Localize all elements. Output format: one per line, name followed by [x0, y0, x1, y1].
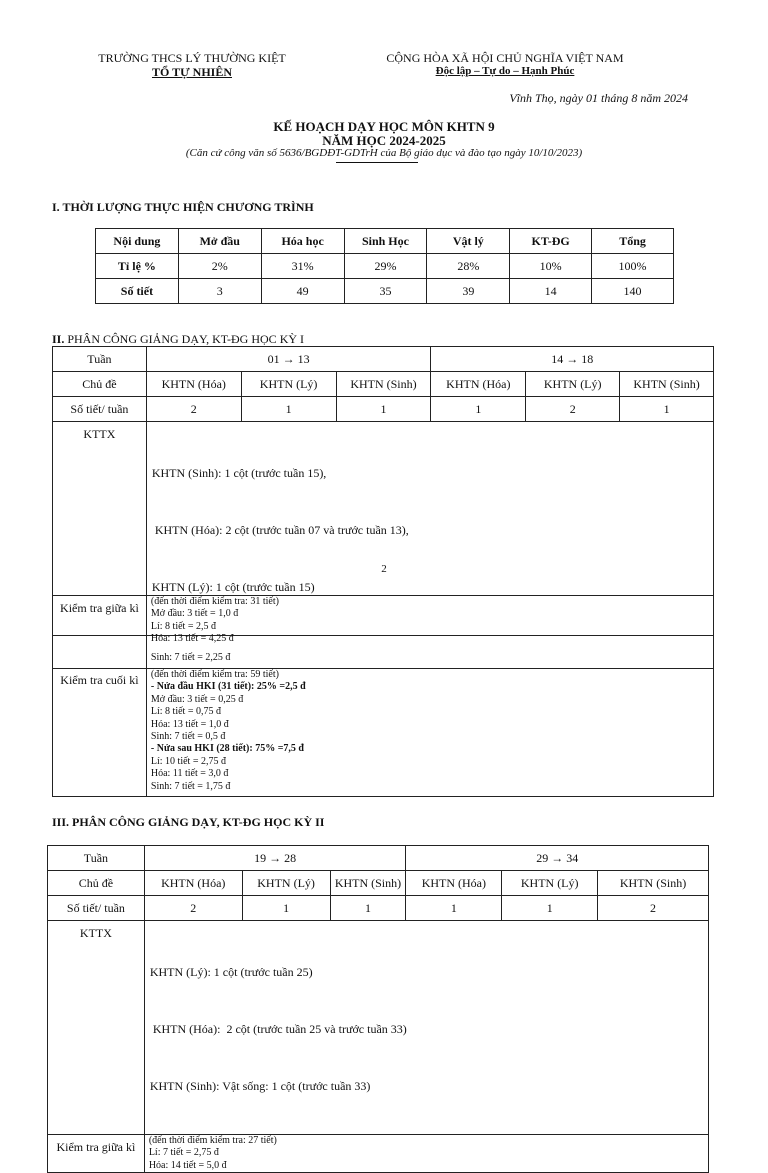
table-cell: 39 [427, 279, 510, 304]
title-underline [336, 162, 418, 163]
test-line: Lí: 8 tiết = 0,75 đ [150, 706, 221, 718]
test-line: (đến thời điểm kiểm tra: 59 tiết) [150, 669, 279, 680]
table-cell: 2 [144, 896, 242, 921]
page-number: 2 [381, 563, 387, 575]
table-cell: 1 [502, 896, 598, 921]
kttx-cell [144, 921, 708, 1135]
table-row [53, 596, 714, 669]
row-label: Số tiết/ tuần [48, 896, 145, 921]
table-row [48, 871, 709, 896]
kttx-line: KHTN (Lý): 1 cột (trước tuần 25) [149, 965, 313, 979]
section2-heading [52, 332, 304, 347]
table-cell: 49 [261, 279, 344, 304]
cuoiki-cell [146, 669, 713, 797]
table-cell: 35 [344, 279, 427, 304]
row-label: KTTX [53, 422, 147, 636]
test-line: Mở đầu: 3 tiết = 0,25 đ [150, 693, 244, 705]
table-row [53, 397, 714, 422]
kttx-line: KHTN (Sinh): 1 cột (trước tuần 15), [151, 466, 327, 480]
test-line: Sinh: 7 tiết = 1,75 đ [150, 780, 231, 792]
school-year: NĂM HỌC 2024-2025 [322, 133, 446, 148]
table-row [48, 1135, 709, 1173]
table-cell: KHTN (Sinh) [598, 871, 709, 896]
row-label: Số tiết [96, 279, 179, 304]
table-row [48, 896, 709, 921]
table-cell: 1 [406, 896, 502, 921]
test-line: (đến thời điểm kiểm tra: 31 tiết) [150, 596, 279, 607]
table-cell: 1 [620, 397, 714, 422]
section2-table [52, 346, 714, 636]
row-label: Kiểm tra giữa kì [53, 596, 147, 669]
table-cell: 1 [241, 397, 336, 422]
week-range: 14 → 18 [431, 347, 714, 372]
section3-heading: III. PHÂN CÔNG GIẢNG DẠY, KT-ĐG HỌC KỲ II [52, 815, 325, 829]
table-cell: KHTN (Lý) [241, 372, 336, 397]
week-range: 29 → 34 [406, 846, 709, 871]
giuaki-cell [146, 596, 713, 669]
table-cell: KHTN (Hóa) [146, 372, 241, 397]
test-line: Sinh: 7 tiết = 0,5 đ [150, 731, 226, 743]
row-label: Tuần [48, 846, 145, 871]
table-cell: KHTN (Sinh) [620, 372, 714, 397]
legal-basis: (Căn cứ công văn số 5636/BGDĐT-GDTrH của Bộ giáo dục và đào tạo ngày 10/10/2023) [185, 147, 583, 159]
table-cell: 2 [526, 397, 620, 422]
table-row [53, 372, 714, 397]
test-line: - Nửa sau HKI (28 tiết): 75% =7,5 đ [150, 743, 304, 755]
test-line: Hóa: 11 tiết = 3,0 đ [150, 768, 229, 780]
kttx-line: KHTN (Hóa): 2 cột (trước tuần 07 và trước tuần 13), [151, 523, 409, 537]
table-row [48, 846, 709, 871]
table-row [96, 279, 674, 304]
table-cell: 100% [592, 254, 674, 279]
week-range: 19 → 28 [144, 846, 406, 871]
row-label: Tỉ lệ % [96, 254, 179, 279]
section3-table [47, 845, 709, 1173]
row-label: Kiểm tra cuối kì [53, 669, 147, 797]
row-label: Tuần [53, 347, 147, 372]
table-cell: 10% [510, 254, 592, 279]
table-cell: KHTN (Hóa) [406, 871, 502, 896]
table-cell: KHTN (Sinh) [336, 372, 431, 397]
row-label: Chủ đề [53, 372, 147, 397]
col-header: Tổng [592, 229, 674, 254]
table-cell: KHTN (Hóa) [431, 372, 526, 397]
col-header: Sinh Học [344, 229, 427, 254]
row-label: Chủ đề [48, 871, 145, 896]
test-line: Lí: 7 tiết = 2,75 đ [148, 1147, 219, 1159]
section2-test-table [52, 595, 714, 797]
test-line: Hóa: 13 tiết = 4,25 đ [150, 633, 234, 645]
section1-heading: I. THỜI LƯỢNG THỰC HIỆN CHƯƠNG TRÌNH [52, 200, 314, 214]
col-header: Hóa học [261, 229, 344, 254]
col-header: Vật lý [427, 229, 510, 254]
table-cell: KHTN (Lý) [526, 372, 620, 397]
table-cell: 29% [344, 254, 427, 279]
test-line: Lí: 8 tiết = 2,5 đ [150, 620, 216, 632]
test-line: Hóa: 14 tiết = 5,0 đ [148, 1159, 227, 1171]
test-line: - Nửa đầu HKI (31 tiết): 25% =2,5 đ [150, 681, 306, 693]
school-name: TRƯỜNG THCS LÝ THƯỜNG KIỆT [98, 51, 286, 65]
table-row [53, 347, 714, 372]
col-header: Nội dung [96, 229, 179, 254]
table-row [48, 921, 709, 1135]
table-cell: 2% [178, 254, 261, 279]
table-row [53, 669, 714, 797]
table-cell: 1 [330, 896, 406, 921]
motto-text: Độc lập – Tự do – Hạnh Phúc [435, 65, 575, 77]
motto [370, 65, 640, 77]
republic-name: CỘNG HÒA XÃ HỘI CHỦ NGHĨA VIỆT NAM [386, 51, 624, 65]
group-name [82, 65, 302, 80]
section2-heading-text: PHÂN CÔNG GIẢNG DẠY, KT-ĐG HỌC KỲ I [64, 332, 305, 346]
row-label: Số tiết/ tuần [53, 397, 147, 422]
row-label: Kiểm tra giữa kì [48, 1135, 145, 1173]
group-name-text: TỔ TỰ NHIÊN [151, 65, 232, 79]
table-cell: KHTN (Hóa) [144, 871, 242, 896]
table-cell: 3 [178, 279, 261, 304]
kttx-line: KHTN (Lý): 1 cột (trước tuần 15) [151, 580, 315, 594]
kttx-line: KHTN (Hóa): 2 cột (trước tuần 25 và trước tuần 33) [149, 1022, 407, 1036]
section1-table [95, 228, 674, 304]
table-cell: 2 [146, 397, 241, 422]
table-cell: 31% [261, 254, 344, 279]
section1-header-row [96, 229, 674, 254]
test-line: Mở đầu: 3 tiết = 1,0 đ [150, 608, 239, 620]
kttx-line: KHTN (Sinh): Vật sống: 1 cột (trước tuần 33) [149, 1079, 371, 1093]
table-row [96, 254, 674, 279]
week-range: 01 → 13 [146, 347, 431, 372]
test-line: Lí: 10 tiết = 2,75 đ [150, 755, 226, 767]
row-label: KTTX [48, 921, 145, 1135]
document-date: Vĩnh Thọ, ngày 01 tháng 8 năm 2024 [509, 91, 688, 105]
table-cell: 1 [242, 896, 330, 921]
section2-heading-number: II. [52, 332, 65, 346]
table-cell: KHTN (Sinh) [330, 871, 406, 896]
test-line: Hóa: 13 tiết = 1,0 đ [150, 718, 229, 730]
table-cell: 28% [427, 254, 510, 279]
col-header: Mở đầu [178, 229, 261, 254]
table-cell: KHTN (Lý) [242, 871, 330, 896]
test-line: (đến thời điểm kiểm tra: 27 tiết) [148, 1135, 277, 1146]
table-cell: 2 [598, 896, 709, 921]
test-line: Sinh: 7 tiết = 2,25 đ [150, 651, 231, 663]
table-cell: 1 [431, 397, 526, 422]
table-cell: KHTN (Lý) [502, 871, 598, 896]
table-cell: 14 [510, 279, 592, 304]
table-cell: 1 [336, 397, 431, 422]
giuaki-cell [144, 1135, 708, 1173]
col-header: KT-ĐG [510, 229, 592, 254]
table-cell: 140 [592, 279, 674, 304]
document-title: KẾ HOẠCH DẠY HỌC MÔN KHTN 9 [273, 119, 495, 134]
